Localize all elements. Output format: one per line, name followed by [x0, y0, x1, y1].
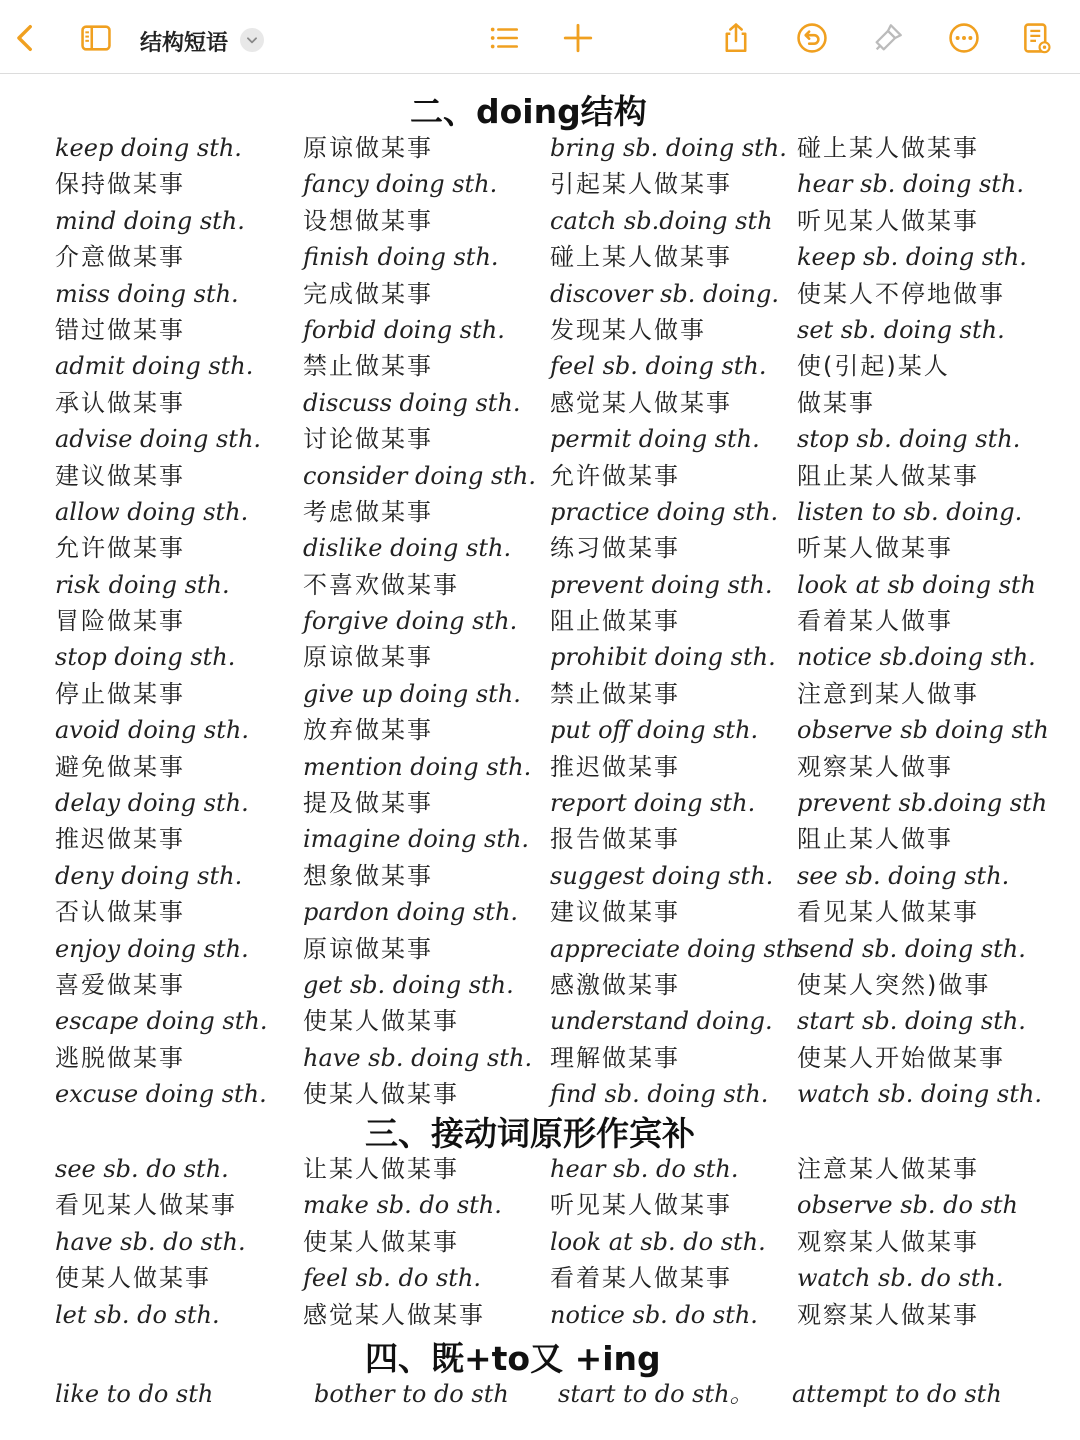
phrase-meaning: 完成做某事	[303, 279, 433, 308]
phrase-meaning: 感激做某事	[550, 970, 680, 999]
more-button[interactable]	[942, 16, 986, 60]
phrase-meaning: 原谅做某事	[303, 643, 433, 672]
phrase-meaning: 注意到某人做事	[797, 679, 979, 708]
phrase-meaning: 提及做某事	[303, 789, 433, 818]
phrase-meaning: 禁止做某事	[550, 679, 680, 708]
phrase-item: imagine doing sth.	[303, 825, 530, 854]
chevron-left-icon	[9, 21, 43, 55]
phrase-item: look at sb doing sth	[797, 570, 1036, 599]
phrase-meaning: 讨论做某事	[303, 425, 433, 454]
phrase-item: get sb. doing sth.	[303, 970, 514, 999]
phrase-item: find sb. doing sth.	[550, 1080, 769, 1109]
document-title[interactable]: 结构短语	[140, 31, 229, 56]
share-icon	[719, 21, 753, 55]
phrase-item: watch sb. doing sth.	[797, 1080, 1042, 1109]
phrase-item: risk doing sth.	[55, 570, 230, 599]
phrase-item: have sb. do sth.	[55, 1227, 246, 1256]
section-title-bare-infinitive: 三、接动词原形作宾补	[365, 1114, 695, 1153]
phrase-meaning: 使(引起)某人	[797, 352, 950, 381]
phrase-meaning: 做某事	[797, 388, 875, 417]
phrase-item: send sb. doing sth.	[797, 934, 1026, 963]
phrase-meaning: 使某人开始做某事	[797, 1043, 1005, 1072]
phrase-item: set sb. doing sth.	[797, 315, 1005, 344]
document-icon	[1019, 21, 1053, 55]
phrase-meaning: 引起某人做某事	[550, 170, 732, 199]
phrase-meaning: 碰上某人做某事	[550, 243, 732, 272]
phrase-meaning: 听见某人做某事	[797, 206, 979, 235]
phrase-meaning: 原谅做某事	[303, 934, 433, 963]
phrase-meaning: 错过做某事	[55, 315, 185, 344]
plus-icon	[561, 21, 595, 55]
phrase-item: give up doing sth.	[303, 679, 521, 708]
phrase-item: keep doing sth.	[55, 134, 242, 162]
brush-icon	[871, 21, 905, 55]
phrase-item: notice sb. do sth.	[550, 1300, 758, 1329]
sidebar-button[interactable]	[74, 16, 118, 60]
phrase-item: enjoy doing sth.	[55, 934, 249, 963]
phrase-meaning: 想象做某事	[303, 861, 433, 890]
phrase-item: catch sb.doing sth	[550, 206, 773, 235]
undo-button[interactable]	[790, 16, 834, 60]
chevron-down-icon	[245, 33, 259, 47]
doing-column-1	[55, 130, 305, 1113]
phrase-meaning: 听某人做某事	[797, 534, 953, 563]
phrase-item: start sb. doing sth.	[797, 1007, 1026, 1036]
phrase-meaning: 考虑做某事	[303, 497, 433, 526]
phrase-meaning: 碰上某人做某事	[797, 134, 979, 162]
phrase-meaning: 禁止做某事	[303, 352, 433, 381]
phrase-meaning: 建议做某事	[550, 898, 680, 927]
phrase-meaning: 听见某人做某事	[550, 1191, 732, 1220]
phrase-item: consider doing sth.	[303, 461, 536, 490]
phrase-item: prevent doing sth.	[550, 570, 773, 599]
infinitive-column-1	[55, 1151, 305, 1333]
phrase-item: mind doing sth.	[55, 206, 245, 235]
more-icon	[947, 21, 981, 55]
format-list-button[interactable]	[482, 16, 526, 60]
phrase-meaning: 喜爱做某事	[55, 970, 185, 999]
title-menu-button[interactable]	[240, 28, 264, 52]
phrase-meaning: 注意某人做某事	[797, 1155, 979, 1183]
toolbar	[0, 0, 1080, 74]
phrase-item: report doing sth.	[550, 789, 756, 818]
phrase-meaning: 允许做某事	[55, 534, 185, 563]
phrase-item: see sb. do sth.	[55, 1155, 229, 1183]
phrase-item: hear sb. do sth.	[550, 1155, 739, 1183]
phrase-meaning: 使某人做某事	[303, 1227, 459, 1256]
phrase-meaning: 冒险做某事	[55, 607, 185, 636]
phrase-meaning: 看见某人做某事	[797, 898, 979, 927]
phrase-item: fancy doing sth.	[303, 170, 498, 199]
infinitive-column-3	[550, 1151, 800, 1333]
phrase-item: pardon doing sth.	[303, 898, 519, 927]
phrase-item: see sb. doing sth.	[797, 861, 1010, 890]
undo-icon	[795, 21, 829, 55]
phrase-meaning: 看着某人做某事	[550, 1264, 732, 1293]
phrase-item: understand doing.	[550, 1007, 773, 1036]
phrase-item: observe sb doing sth	[797, 716, 1049, 745]
phrase-meaning: 使某人不停地做事	[797, 279, 1005, 308]
phrase-item: keep sb. doing sth.	[797, 243, 1027, 272]
phrase-meaning: 使某人做某事	[55, 1264, 211, 1293]
phrase-item: dislike doing sth.	[303, 534, 512, 563]
phrase-item: deny doing sth.	[55, 861, 243, 890]
phrase-item: notice sb.doing sth.	[797, 643, 1036, 672]
phrase-meaning: 允许做某事	[550, 461, 680, 490]
back-button[interactable]	[4, 16, 48, 60]
phrase-meaning: 承认做某事	[55, 388, 185, 417]
to-and-ing-row	[0, 1376, 1080, 1412]
phrase-item: like to do sth	[55, 1380, 214, 1408]
phrase-item: avoid doing sth.	[55, 716, 249, 745]
share-button[interactable]	[714, 16, 758, 60]
section-title-to-and-ing: 四、既+to又 +ing	[365, 1339, 661, 1378]
phrase-meaning: 推迟做某事	[550, 752, 680, 781]
phrase-item: discover sb. doing.	[550, 279, 779, 308]
phrase-meaning: 发现某人做事	[550, 315, 706, 344]
phrase-item: watch sb. do sth.	[797, 1264, 1004, 1293]
phrase-item: look at sb. do sth.	[550, 1227, 766, 1256]
infinitive-column-2	[303, 1151, 553, 1333]
section-title-doing: 二、doing结构	[410, 92, 647, 131]
phrase-meaning: 停止做某事	[55, 679, 185, 708]
phrase-item: mention doing sth.	[303, 752, 532, 781]
phrase-meaning: 观察某人做某事	[797, 1227, 979, 1256]
sidebar-icon	[79, 21, 113, 55]
phrase-meaning: 看着某人做事	[797, 607, 953, 636]
phrase-meaning: 使某人突然)做事	[797, 970, 991, 999]
phrase-item: forbid doing sth.	[303, 315, 505, 344]
format-brush-button[interactable]	[866, 16, 910, 60]
phrase-item: permit doing sth.	[550, 425, 760, 454]
phrase-item: discuss doing sth.	[303, 388, 521, 417]
phrase-item: suggest doing sth.	[550, 861, 774, 890]
phrase-item: prohibit doing sth.	[550, 643, 776, 672]
phrase-meaning: 阻止做某事	[550, 607, 680, 636]
doing-column-2	[303, 130, 553, 1113]
phrase-meaning: 保持做某事	[55, 170, 185, 199]
phrase-meaning: 避免做某事	[55, 752, 185, 781]
phrase-meaning: 使某人做某事	[303, 1080, 459, 1109]
phrase-meaning: 建议做某事	[55, 461, 185, 490]
phrase-meaning: 观察某人做某事	[797, 1300, 979, 1329]
phrase-meaning: 设想做某事	[303, 206, 433, 235]
phrase-item: practice doing sth.	[550, 497, 779, 526]
phrase-item: advise doing sth.	[55, 425, 262, 454]
phrase-item: feel sb. do sth.	[303, 1264, 482, 1293]
phrase-meaning: 介意做某事	[55, 243, 185, 272]
phrase-meaning: 使某人做某事	[303, 1007, 459, 1036]
phrase-item: excuse doing sth.	[55, 1080, 267, 1109]
phrase-item: let sb. do sth.	[55, 1300, 220, 1329]
phrase-meaning: 感觉某人做某事	[303, 1300, 485, 1329]
phrase-item: allow doing sth.	[55, 497, 249, 526]
doing-column-3	[550, 130, 800, 1113]
phrase-meaning: 阻止某人做某事	[797, 461, 979, 490]
phrase-meaning: 报告做某事	[550, 825, 680, 854]
phrase-item: feel sb. doing sth.	[550, 352, 767, 381]
phrase-item: finish doing sth.	[303, 243, 499, 272]
phrase-item: delay doing sth.	[55, 789, 249, 818]
phrase-item: make sb. do sth.	[303, 1191, 502, 1220]
phrase-item: admit doing sth.	[55, 352, 254, 381]
phrase-meaning: 感觉某人做某事	[550, 388, 732, 417]
phrase-meaning: 不喜欢做某事	[303, 570, 459, 599]
doing-column-4	[797, 130, 1047, 1113]
phrase-item: miss doing sth.	[55, 279, 239, 308]
infinitive-column-4	[797, 1151, 1047, 1333]
phrase-item: put off doing sth.	[550, 716, 759, 745]
phrase-meaning: 逃脱做某事	[55, 1043, 185, 1072]
insert-button[interactable]	[556, 16, 600, 60]
phrase-meaning: 推迟做某事	[55, 825, 185, 854]
phrase-meaning: 原谅做某事	[303, 134, 433, 162]
phrase-item: start to do sth。	[558, 1380, 754, 1408]
phrase-item: forgive doing sth.	[303, 607, 518, 636]
phrase-item: have sb. doing sth.	[303, 1043, 533, 1072]
phrase-item: hear sb. doing sth.	[797, 170, 1024, 199]
phrase-item: stop sb. doing sth.	[797, 425, 1021, 454]
phrase-meaning: 练习做某事	[550, 534, 680, 563]
phrase-item: attempt to do sth	[792, 1380, 1002, 1408]
phrase-meaning: 否认做某事	[55, 898, 185, 927]
phrase-item: stop doing sth.	[55, 643, 236, 672]
phrase-meaning: 看见某人做某事	[55, 1191, 237, 1220]
phrase-item: escape doing sth.	[55, 1007, 268, 1036]
phrase-item: appreciate doing sth	[550, 934, 801, 963]
phrase-item: observe sb. do sth	[797, 1191, 1018, 1220]
phrase-meaning: 让某人做某事	[303, 1155, 459, 1183]
phrase-item: listen to sb. doing.	[797, 497, 1023, 526]
phrase-item: prevent sb.doing sth	[797, 789, 1048, 818]
phrase-item: bother to do sth	[314, 1380, 509, 1408]
phrase-meaning: 观察某人做事	[797, 752, 953, 781]
phrase-meaning: 阻止某人做事	[797, 825, 953, 854]
list-icon	[487, 21, 521, 55]
phrase-meaning: 放弃做某事	[303, 716, 433, 745]
phrase-item: bring sb. doing sth.	[550, 134, 787, 162]
phrase-meaning: 理解做某事	[550, 1043, 680, 1072]
document-view-button[interactable]	[1014, 16, 1058, 60]
